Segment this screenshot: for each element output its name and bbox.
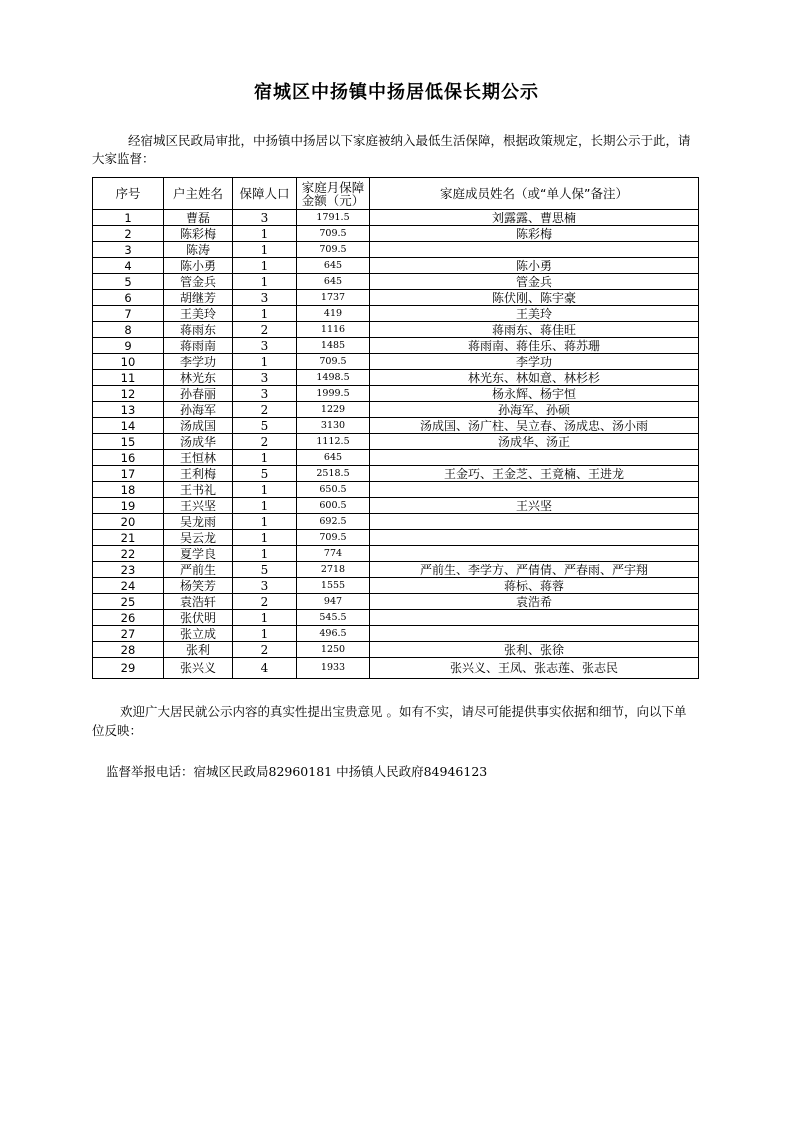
cell-count: 1 [233, 354, 297, 370]
cell-head-name: 曹磊 [164, 210, 233, 226]
table-row [93, 466, 699, 482]
cell-members: 林光东、林如意、林杉杉 [370, 370, 699, 386]
cell-no: 5 [93, 274, 164, 290]
table-row [93, 626, 699, 642]
cell-count: 2 [233, 434, 297, 450]
cell-members: 陈小勇 [370, 258, 699, 274]
cell-no: 26 [93, 610, 164, 626]
cell-count: 1 [233, 258, 297, 274]
table-body [93, 210, 699, 679]
cell-amount: 1791.5 [297, 210, 370, 226]
cell-members: 袁浩希 [370, 594, 699, 610]
cell-amount: 709.5 [297, 242, 370, 258]
table-row [93, 498, 699, 514]
cell-head-name: 陈彩梅 [164, 226, 233, 242]
hotline-text: 监督举报电话：宿城区民政局82960181 中扬镇人民政府84946123 [106, 764, 488, 779]
table-row [93, 418, 699, 434]
cell-count: 1 [233, 610, 297, 626]
header-amount [297, 178, 370, 210]
cell-head-name: 张利 [164, 642, 233, 658]
cell-head-name: 张立成 [164, 626, 233, 642]
cell-members: 张兴义、王凤、张志莲、张志民 [370, 658, 699, 679]
cell-no: 7 [93, 306, 164, 322]
table-row [93, 258, 699, 274]
cell-members: 杨永辉、杨宇恒 [370, 386, 699, 402]
cell-no: 13 [93, 402, 164, 418]
cell-amount: 774 [297, 546, 370, 562]
cell-head-name: 李学功 [164, 354, 233, 370]
table-row [93, 642, 699, 658]
cell-head-name: 蒋雨南 [164, 338, 233, 354]
header-members: 家庭成员姓名（或“单人保”备注） [370, 178, 699, 210]
cell-amount: 1229 [297, 402, 370, 418]
cell-members: 汤成国、汤广柱、吴立春、汤成忠、汤小雨 [370, 418, 699, 434]
cell-count: 3 [233, 386, 297, 402]
cell-head-name: 汤成华 [164, 434, 233, 450]
table-row [93, 370, 699, 386]
table-row [93, 658, 699, 679]
cell-amount: 709.5 [297, 226, 370, 242]
header-amount-line2: 金额（元） [301, 192, 365, 208]
cell-amount: 947 [297, 594, 370, 610]
cell-members: 孙海军、孙硕 [370, 402, 699, 418]
cell-amount: 645 [297, 258, 370, 274]
cell-no: 28 [93, 642, 164, 658]
cell-head-name: 孙春丽 [164, 386, 233, 402]
cell-count: 1 [233, 450, 297, 466]
table-row [93, 290, 699, 306]
cell-head-name: 王美玲 [164, 306, 233, 322]
cell-no: 17 [93, 466, 164, 482]
cell-no: 11 [93, 370, 164, 386]
header-count: 保障人口 [233, 178, 297, 210]
cell-no: 3 [93, 242, 164, 258]
cell-members: 蒋雨南、蒋佳乐、蒋苏珊 [370, 338, 699, 354]
cell-head-name: 张伏明 [164, 610, 233, 626]
cell-no: 1 [93, 210, 164, 226]
cell-members [370, 610, 699, 626]
feedback-paragraph: 欢迎广大居民就公示内容的真实性提出宝贵意见 。如有不实，请尽可能提供事实依据和细节，向以下单位反映： [92, 704, 687, 738]
cell-no: 23 [93, 562, 164, 578]
cell-head-name: 张兴义 [164, 658, 233, 679]
cell-no: 21 [93, 530, 164, 546]
table-row [93, 322, 699, 338]
table-header-row [93, 178, 699, 210]
cell-amount: 496.5 [297, 626, 370, 642]
cell-amount: 419 [297, 306, 370, 322]
table-row [93, 578, 699, 594]
cell-head-name: 汤成国 [164, 418, 233, 434]
cell-head-name: 孙海军 [164, 402, 233, 418]
cell-count: 3 [233, 370, 297, 386]
table-row [93, 514, 699, 530]
cell-members: 蒋标、蒋蓉 [370, 578, 699, 594]
cell-no: 15 [93, 434, 164, 450]
table-row [93, 386, 699, 402]
cell-members: 蒋雨东、蒋佳旺 [370, 322, 699, 338]
table-row [93, 306, 699, 322]
cell-amount: 1555 [297, 578, 370, 594]
cell-members [370, 514, 699, 530]
cell-count: 1 [233, 514, 297, 530]
cell-count: 1 [233, 530, 297, 546]
cell-head-name: 王兴坚 [164, 498, 233, 514]
header-no: 序号 [93, 178, 164, 210]
cell-members: 李学功 [370, 354, 699, 370]
cell-no: 18 [93, 482, 164, 498]
cell-count: 4 [233, 658, 297, 679]
cell-amount: 650.5 [297, 482, 370, 498]
cell-count: 5 [233, 466, 297, 482]
cell-count: 2 [233, 402, 297, 418]
page-title: 宿城区中扬镇中扬居低保长期公示 [254, 82, 539, 103]
table-row [93, 402, 699, 418]
cell-no: 20 [93, 514, 164, 530]
cell-no: 9 [93, 338, 164, 354]
cell-head-name: 王利梅 [164, 466, 233, 482]
cell-amount: 3130 [297, 418, 370, 434]
cell-count: 5 [233, 562, 297, 578]
cell-count: 1 [233, 546, 297, 562]
cell-members: 陈彩梅 [370, 226, 699, 242]
cell-count: 1 [233, 274, 297, 290]
table-row [93, 434, 699, 450]
cell-count: 3 [233, 210, 297, 226]
cell-head-name: 王书礼 [164, 482, 233, 498]
cell-head-name: 王恒林 [164, 450, 233, 466]
cell-count: 3 [233, 338, 297, 354]
table-row [93, 530, 699, 546]
cell-amount: 1498.5 [297, 370, 370, 386]
cell-amount: 1116 [297, 322, 370, 338]
cell-head-name: 胡继芳 [164, 290, 233, 306]
cell-no: 16 [93, 450, 164, 466]
cell-count: 5 [233, 418, 297, 434]
cell-count: 3 [233, 290, 297, 306]
cell-amount: 1737 [297, 290, 370, 306]
cell-members: 严前生、李学方、严倩倩、严春雨、严宇翔 [370, 562, 699, 578]
cell-no: 14 [93, 418, 164, 434]
table-row [93, 610, 699, 626]
cell-head-name: 夏学良 [164, 546, 233, 562]
cell-amount: 645 [297, 450, 370, 466]
cell-members: 王兴坚 [370, 498, 699, 514]
cell-amount: 1999.5 [297, 386, 370, 402]
cell-amount: 2518.5 [297, 466, 370, 482]
cell-count: 2 [233, 642, 297, 658]
cell-amount: 709.5 [297, 530, 370, 546]
cell-head-name: 杨笑芳 [164, 578, 233, 594]
cell-members: 陈伏刚、陈宇豪 [370, 290, 699, 306]
cell-head-name: 管金兵 [164, 274, 233, 290]
cell-members [370, 450, 699, 466]
cell-no: 4 [93, 258, 164, 274]
table-row [93, 546, 699, 562]
header-head-name: 户主姓名 [164, 178, 233, 210]
cell-amount: 600.5 [297, 498, 370, 514]
cell-members [370, 482, 699, 498]
cell-head-name: 袁浩轩 [164, 594, 233, 610]
cell-no: 27 [93, 626, 164, 642]
intro-paragraph: 经宿城区民政局审批，中扬镇中扬居以下家庭被纳入最低生活保障，根据政策规定，长期公示于此，请大家监督： [92, 133, 691, 166]
cell-no: 24 [93, 578, 164, 594]
cell-count: 1 [233, 498, 297, 514]
cell-amount: 645 [297, 274, 370, 290]
header-amount-line1: 家庭月保障 [301, 179, 365, 195]
table-row [93, 482, 699, 498]
cell-head-name: 陈小勇 [164, 258, 233, 274]
cell-members: 王美玲 [370, 306, 699, 322]
cell-no: 22 [93, 546, 164, 562]
cell-members [370, 242, 699, 258]
cell-amount: 1112.5 [297, 434, 370, 450]
cell-count: 1 [233, 482, 297, 498]
cell-amount: 1933 [297, 658, 370, 679]
table-row [93, 274, 699, 290]
table-row [93, 226, 699, 242]
cell-no: 6 [93, 290, 164, 306]
table-row [93, 338, 699, 354]
cell-no: 12 [93, 386, 164, 402]
subsidy-table [92, 177, 699, 679]
table-row [93, 210, 699, 226]
cell-amount: 2718 [297, 562, 370, 578]
cell-head-name: 蒋雨东 [164, 322, 233, 338]
cell-members: 刘露露、曹思楠 [370, 210, 699, 226]
table-row [93, 450, 699, 466]
cell-members: 汤成华、汤正 [370, 434, 699, 450]
cell-amount: 709.5 [297, 354, 370, 370]
cell-no: 29 [93, 658, 164, 679]
cell-no: 19 [93, 498, 164, 514]
cell-members [370, 530, 699, 546]
cell-head-name: 吴云龙 [164, 530, 233, 546]
cell-members: 王金巧、王金芝、王竟楠、王进龙 [370, 466, 699, 482]
cell-count: 2 [233, 594, 297, 610]
table-row [93, 242, 699, 258]
cell-amount: 545.5 [297, 610, 370, 626]
table-row [93, 562, 699, 578]
cell-members: 管金兵 [370, 274, 699, 290]
cell-amount: 692.5 [297, 514, 370, 530]
cell-count: 1 [233, 226, 297, 242]
cell-members [370, 626, 699, 642]
cell-head-name: 严前生 [164, 562, 233, 578]
cell-count: 1 [233, 626, 297, 642]
cell-members [370, 546, 699, 562]
cell-no: 10 [93, 354, 164, 370]
cell-no: 8 [93, 322, 164, 338]
cell-members: 张利、张徐 [370, 642, 699, 658]
cell-count: 2 [233, 322, 297, 338]
cell-head-name: 吴龙雨 [164, 514, 233, 530]
table-row [93, 594, 699, 610]
cell-count: 1 [233, 306, 297, 322]
cell-head-name: 陈涛 [164, 242, 233, 258]
cell-head-name: 林光东 [164, 370, 233, 386]
cell-no: 2 [93, 226, 164, 242]
cell-count: 3 [233, 578, 297, 594]
cell-amount: 1485 [297, 338, 370, 354]
cell-count: 1 [233, 242, 297, 258]
cell-no: 25 [93, 594, 164, 610]
table-row [93, 354, 699, 370]
cell-amount: 1250 [297, 642, 370, 658]
